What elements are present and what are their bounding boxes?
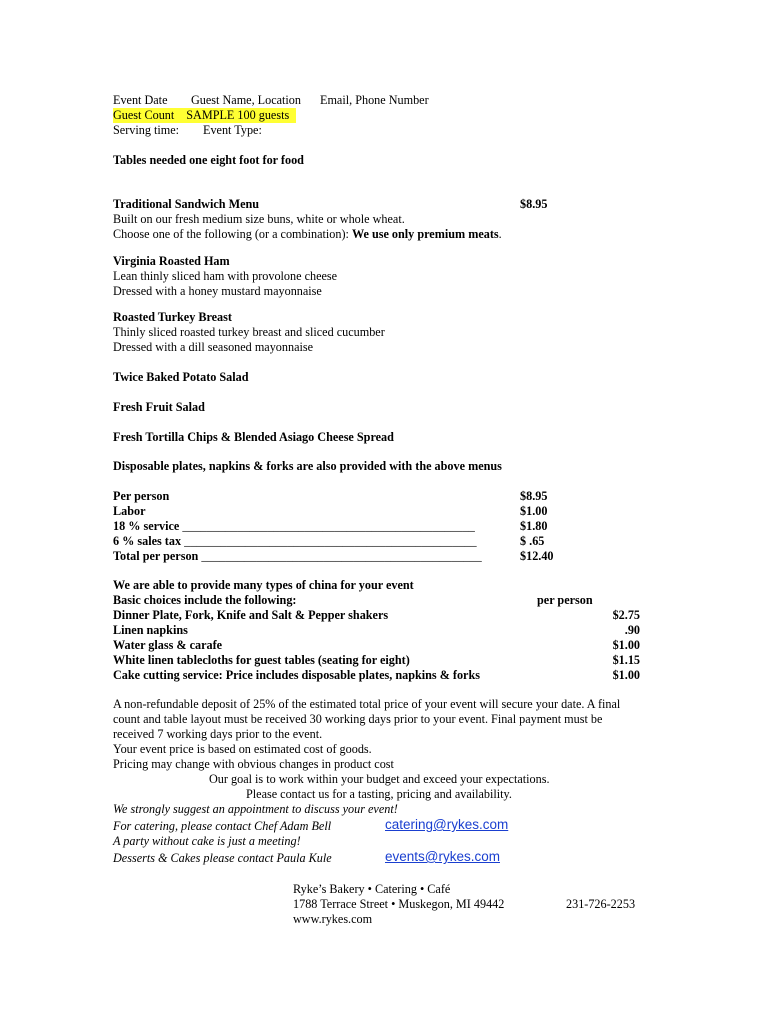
business-website: www.rykes.com [293, 912, 373, 926]
pricing-label: Per person [113, 489, 170, 503]
email-phone-label: Email, Phone Number [320, 93, 429, 107]
terms-line: count and table layout must be received 30 working days prior to your event. Final payment must be [113, 712, 603, 726]
china-option: Dinner Plate, Fork, Knife and Salt & Pepper shakers [113, 608, 389, 622]
item-desc: Thinly sliced roasted turkey breast and sliced cucumber [113, 325, 385, 339]
china-option-price: $1.15 [612, 653, 640, 667]
choose-text: Choose one of the following (or a combination): [113, 227, 352, 241]
guest-name-location-label: Guest Name, Location [191, 93, 301, 107]
catering-email-link[interactable]: catering@rykes.com [385, 817, 509, 832]
pricing-value: $8.95 [520, 489, 548, 503]
china-basic: Basic choices include the following: [113, 593, 297, 607]
terms-line: received 7 working days prior to the event. [113, 727, 323, 741]
cake-quote: A party without cake is just a meeting! [113, 834, 301, 848]
china-option-price: $2.75 [612, 608, 640, 622]
sandwich-menu-title: Traditional Sandwich Menu [113, 197, 260, 211]
pricing-label: Total per person [113, 549, 199, 563]
item-desc: Lean thinly sliced ham with provolone cheese [113, 269, 338, 283]
sandwich-menu-desc: Built on our fresh medium size buns, white or whole wheat. [113, 212, 405, 226]
business-name: Ryke’s Bakery • Catering • Café [293, 882, 451, 896]
per-person-header: per person [537, 593, 593, 607]
disposables-note: Disposable plates, napkins & forks are also provided with the above menus [113, 459, 502, 473]
china-option: Cake cutting service: Price includes disposable plates, napkins & forks [113, 668, 480, 682]
pricing-line: ______________________________________________ [201, 549, 482, 563]
pricing-label: Labor [113, 504, 146, 518]
pricing-value: $ .65 [520, 534, 545, 548]
tables-note: Tables needed one eight foot for food [113, 153, 304, 167]
china-option-price: $1.00 [612, 668, 640, 682]
pricing-total: $12.40 [520, 549, 554, 563]
side-item: Fresh Fruit Salad [113, 400, 205, 414]
pricing-value: $1.00 [520, 504, 548, 518]
choose-suffix: . [498, 227, 502, 241]
pricing-value: $1.80 [520, 519, 548, 533]
side-item: Twice Baked Potato Salad [113, 370, 249, 384]
item-title: Virginia Roasted Ham [113, 254, 230, 268]
pricing-row [113, 504, 146, 519]
events-email-link[interactable]: events@rykes.com [385, 849, 500, 864]
pricing-label: 18 % service [113, 519, 180, 533]
item-desc: Dressed with a dill seasoned mayonnaise [113, 340, 314, 354]
pricing-row [113, 489, 169, 504]
contact-statement: Please contact us for a tasting, pricing and availability. [246, 787, 512, 801]
business-phone: 231-726-2253 [566, 897, 636, 911]
terms-line: Pricing may change with obvious changes in product cost [113, 757, 394, 771]
terms-line: A non-refundable deposit of 25% of the estimated total price of your event will secure your date. A final [113, 697, 621, 711]
china-option: White linen tablecloths for guest tables (seating for eight) [113, 653, 410, 667]
china-option: Water glass & carafe [113, 638, 223, 652]
serving-time-label: Serving time: [113, 123, 180, 137]
guest-count-value: SAMPLE 100 guests [186, 108, 290, 122]
business-address: 1788 Terrace Street • Muskegon, MI 49442 [293, 897, 505, 911]
desserts-contact: Desserts & Cakes please contact Paula Kule [113, 851, 332, 865]
premium-meats-text: We use only premium meats [351, 227, 499, 241]
sandwich-menu-choose [113, 227, 502, 242]
china-intro: We are able to provide many types of china for your event [113, 578, 414, 592]
pricing-line: ________________________________________________ [184, 534, 477, 548]
pricing-line: ________________________________________________ [182, 519, 475, 533]
event-date-label: Event Date [113, 93, 168, 107]
guest-count-row [113, 108, 296, 123]
guest-count-label: Guest Count [113, 108, 175, 122]
pricing-row [113, 519, 493, 534]
terms-line: Your event price is based on estimated cost of goods. [113, 742, 372, 756]
item-title: Roasted Turkey Breast [113, 310, 232, 324]
china-option-price: $1.00 [612, 638, 640, 652]
china-option-price: .90 [624, 623, 640, 637]
pricing-label: 6 % sales tax [113, 534, 182, 548]
sandwich-menu-price: $8.95 [520, 197, 548, 211]
goal-statement: Our goal is to work within your budget and exceed your expectations. [209, 772, 550, 786]
side-item: Fresh Tortilla Chips & Blended Asiago Cheese Spread [113, 430, 394, 444]
catering-contact: For catering, please contact Chef Adam Bell [113, 819, 332, 833]
pricing-row [113, 534, 493, 549]
china-option: Linen napkins [113, 623, 188, 637]
event-type-label: Event Type: [203, 123, 262, 137]
pricing-row [113, 549, 493, 564]
appointment-suggestion: We strongly suggest an appointment to discuss your event! [113, 802, 398, 816]
item-desc: Dressed with a honey mustard mayonnaise [113, 284, 322, 298]
